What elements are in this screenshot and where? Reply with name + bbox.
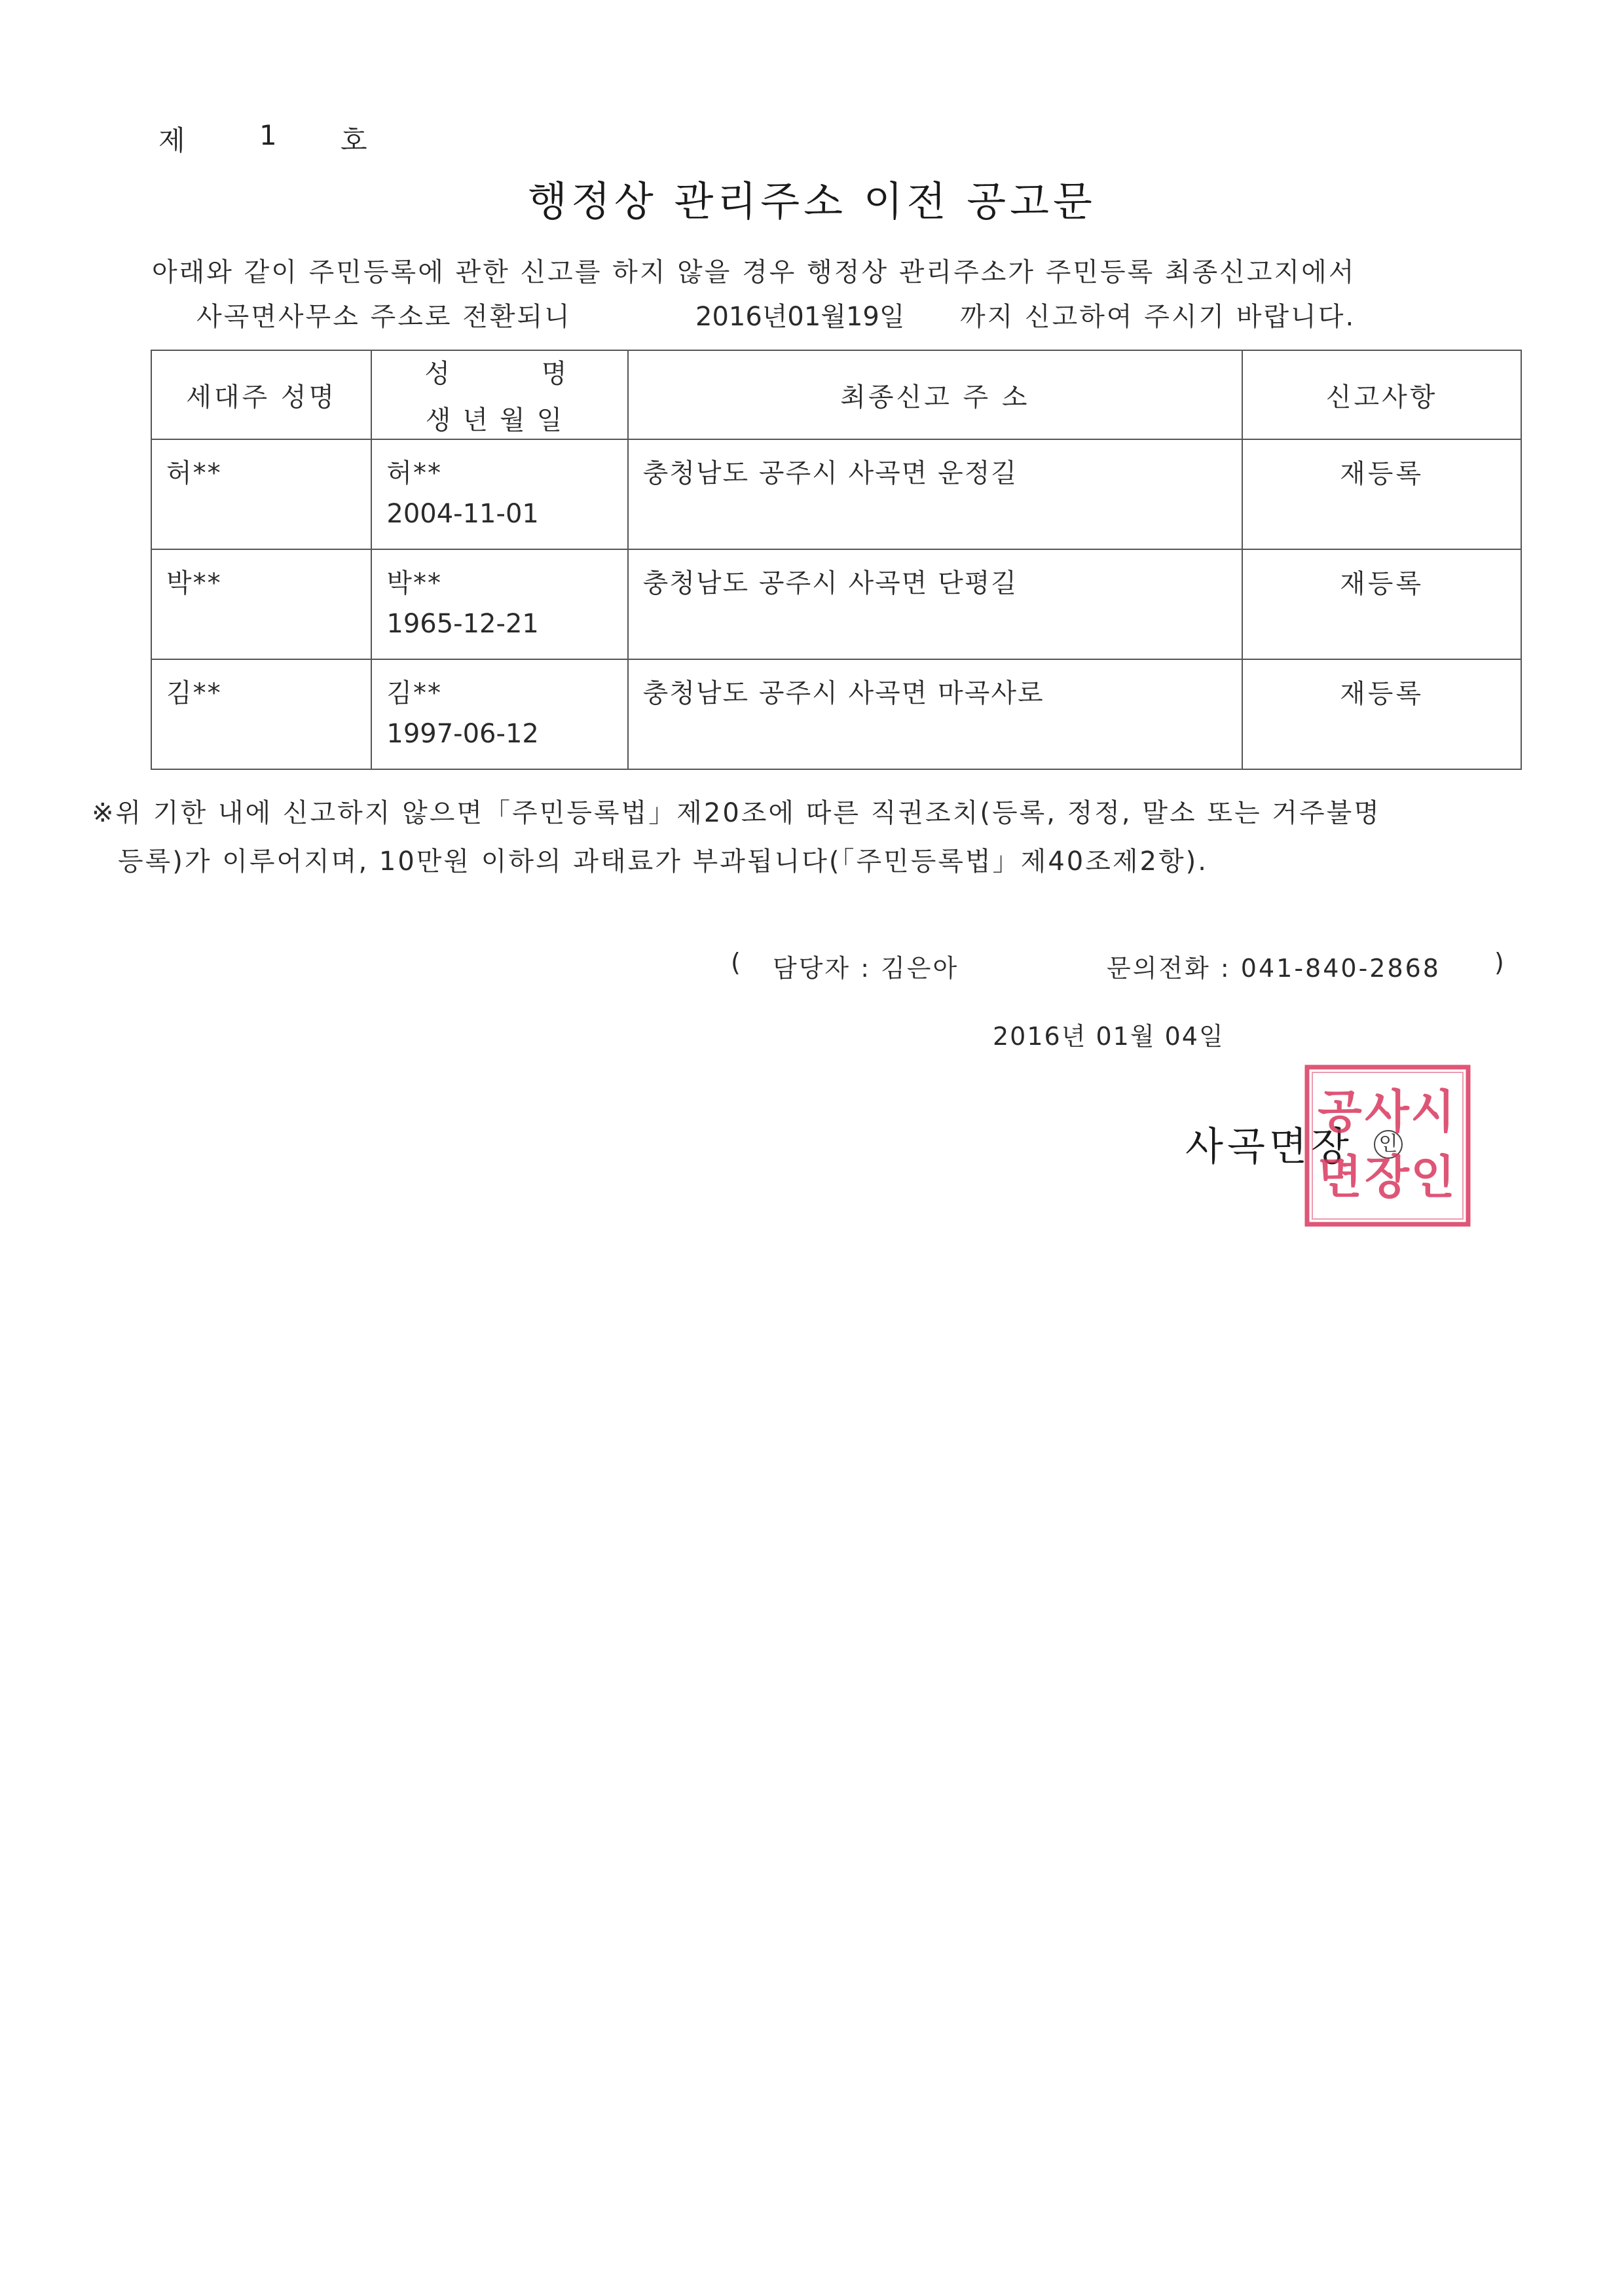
seal-char: 인 bbox=[1411, 1150, 1455, 1204]
person-name: 허** bbox=[386, 458, 443, 488]
header-name: 성 명 bbox=[424, 359, 571, 389]
table-row bbox=[151, 549, 1521, 659]
seal-mark-label: 인 bbox=[1374, 1130, 1403, 1159]
header-birth: 생년월일 bbox=[425, 405, 574, 435]
report-cell: 재등록 bbox=[1340, 679, 1424, 709]
seal-char: 사 bbox=[1365, 1085, 1409, 1139]
contact-open-paren: ( bbox=[731, 948, 743, 977]
address-cell: 충청남도 공주시 사곡면 단평길 bbox=[642, 568, 1018, 598]
seal-char: 장 bbox=[1365, 1150, 1409, 1204]
address-cell: 충청남도 공주시 사곡면 마곡사로 bbox=[642, 678, 1044, 708]
name-birth-cell bbox=[372, 660, 627, 754]
householder-cell: 박** bbox=[166, 568, 222, 598]
header-householder: 세대주 성명 bbox=[151, 350, 371, 439]
report-cell: 재등록 bbox=[1340, 569, 1424, 599]
person-name: 김** bbox=[386, 678, 443, 708]
doc-number-prefix: 제 bbox=[158, 124, 185, 156]
notice-line-2: 등록)가 이루어지며, 10만원 이하의 과태료가 부과됩니다(「주민등록법」제40조제2항). bbox=[118, 847, 1208, 877]
seal-char: 면 bbox=[1318, 1150, 1362, 1204]
contact-phone: 문의전화 : 041-840-2868 bbox=[1107, 954, 1441, 983]
householder-cell: 김** bbox=[166, 678, 222, 708]
report-cell: 재등록 bbox=[1340, 459, 1424, 489]
deadline-date: 2016년01월19일 bbox=[695, 302, 905, 332]
header-report: 신고사항 bbox=[1242, 350, 1521, 439]
table-row bbox=[151, 439, 1521, 549]
name-birth-cell bbox=[372, 440, 627, 534]
birth-date: 1997-06-12 bbox=[386, 719, 539, 749]
table-row bbox=[151, 659, 1521, 769]
official-seal-stamp bbox=[1302, 1062, 1473, 1230]
householder-cell: 허** bbox=[166, 458, 222, 488]
header-address: 최종신고 주 소 bbox=[628, 350, 1243, 439]
intro-line-2b: 까지 신고하여 주시기 바랍니다. bbox=[960, 302, 1356, 332]
intro-line-1: 아래와 같이 주민등록에 관한 신고를 하지 않을 경우 행정상 관리주소가 주민등록 최종신고지에서 bbox=[152, 257, 1356, 287]
doc-number-suffix: 호 bbox=[341, 124, 367, 156]
document-title: 행정상 관리주소 이전 공고문 bbox=[528, 177, 1096, 225]
table-header-row bbox=[151, 350, 1521, 439]
person-name: 박** bbox=[386, 568, 443, 598]
contact-person: 담당자 : 김은아 bbox=[773, 954, 959, 983]
seal-char: 공 bbox=[1318, 1085, 1362, 1139]
notice-line-1: ※위 기한 내에 신고하지 않으면「주민등록법」제20조에 따른 직권조치(등록, 정정, 말소 또는 거주불명 bbox=[92, 798, 1381, 828]
contact-close-paren: ) bbox=[1494, 948, 1506, 977]
doc-number-value: 1 bbox=[259, 119, 277, 151]
address-cell: 충청남도 공주시 사곡면 운정길 bbox=[642, 458, 1018, 488]
intro-line-2a: 사곡면사무소 주소로 전환되니 bbox=[196, 302, 572, 332]
seal-char: 시 bbox=[1411, 1085, 1455, 1139]
name-birth-cell bbox=[372, 550, 627, 644]
issue-date: 2016년 01월 04일 bbox=[993, 1022, 1225, 1051]
header-name-birth bbox=[371, 350, 627, 439]
address-transfer-table bbox=[151, 350, 1522, 770]
birth-date: 1965-12-21 bbox=[386, 609, 539, 639]
birth-date: 2004-11-01 bbox=[386, 499, 539, 529]
signer-title: 사곡면장 bbox=[1185, 1124, 1353, 1170]
